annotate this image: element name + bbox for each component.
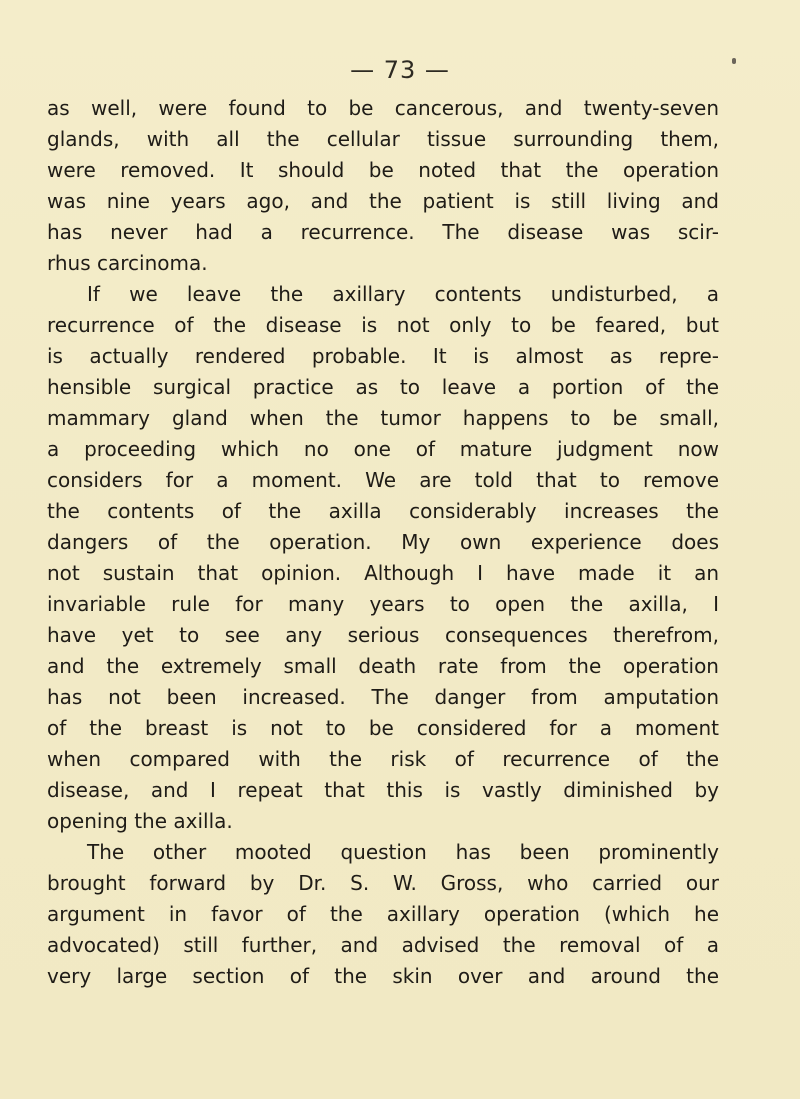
text-line: not sustain that opinion. Although I have made it an	[47, 561, 719, 585]
text-line: very large section of the skin over and around the	[47, 964, 719, 988]
text-line: brought forward by Dr. S. W. Gross, who carried our	[47, 871, 719, 895]
text-line: glands, with all the cellular tissue surrounding them,	[47, 127, 719, 151]
body-text	[47, 93, 719, 992]
text-line: as well, were found to be cancerous, and twenty-seven	[47, 96, 719, 120]
text-line: hensible surgical practice as to leave a portion of the	[47, 375, 719, 399]
text-line: have yet to see any serious consequences therefrom,	[47, 623, 719, 647]
text-line: rhus carcinoma.	[47, 251, 208, 275]
text-line: disease, and I repeat that this is vastly diminished by	[47, 778, 719, 802]
text-line: when compared with the risk of recurrence of the	[47, 747, 719, 771]
text-line: advocated) still further, and advised the removal of a	[47, 933, 719, 957]
text-line: of the breast is not to be considered for a moment	[47, 716, 719, 740]
page-number: — 73 —	[350, 56, 450, 84]
text-line: and the extremely small death rate from the operation	[47, 654, 719, 678]
text-line: argument in favor of the axillary operation (which he	[47, 902, 719, 926]
text-line: invariable rule for many years to open the axilla, I	[47, 592, 719, 616]
text-line: a proceeding which no one of mature judgment now	[47, 437, 719, 461]
text-line: If we leave the axillary contents undisturbed, a	[87, 282, 719, 306]
text-line: has never had a recurrence. The disease was scir-	[47, 220, 719, 244]
text-line: dangers of the operation. My own experience does	[47, 530, 719, 554]
text-line: was nine years ago, and the patient is still living and	[47, 189, 719, 213]
text-line: considers for a moment. We are told that to remove	[47, 468, 719, 492]
text-line: opening the axilla.	[47, 809, 233, 833]
text-line: recurrence of the disease is not only to be feared, but	[47, 313, 719, 337]
text-line: were removed. It should be noted that the operation	[47, 158, 719, 182]
text-line: has not been increased. The danger from amputation	[47, 685, 719, 709]
text-line: the contents of the axilla considerably increases the	[47, 499, 719, 523]
text-line: is actually rendered probable. It is almost as repre-	[47, 344, 719, 368]
text-line: The other mooted question has been prominently	[87, 840, 719, 864]
text-line: mammary gland when the tumor happens to be small,	[47, 406, 719, 430]
